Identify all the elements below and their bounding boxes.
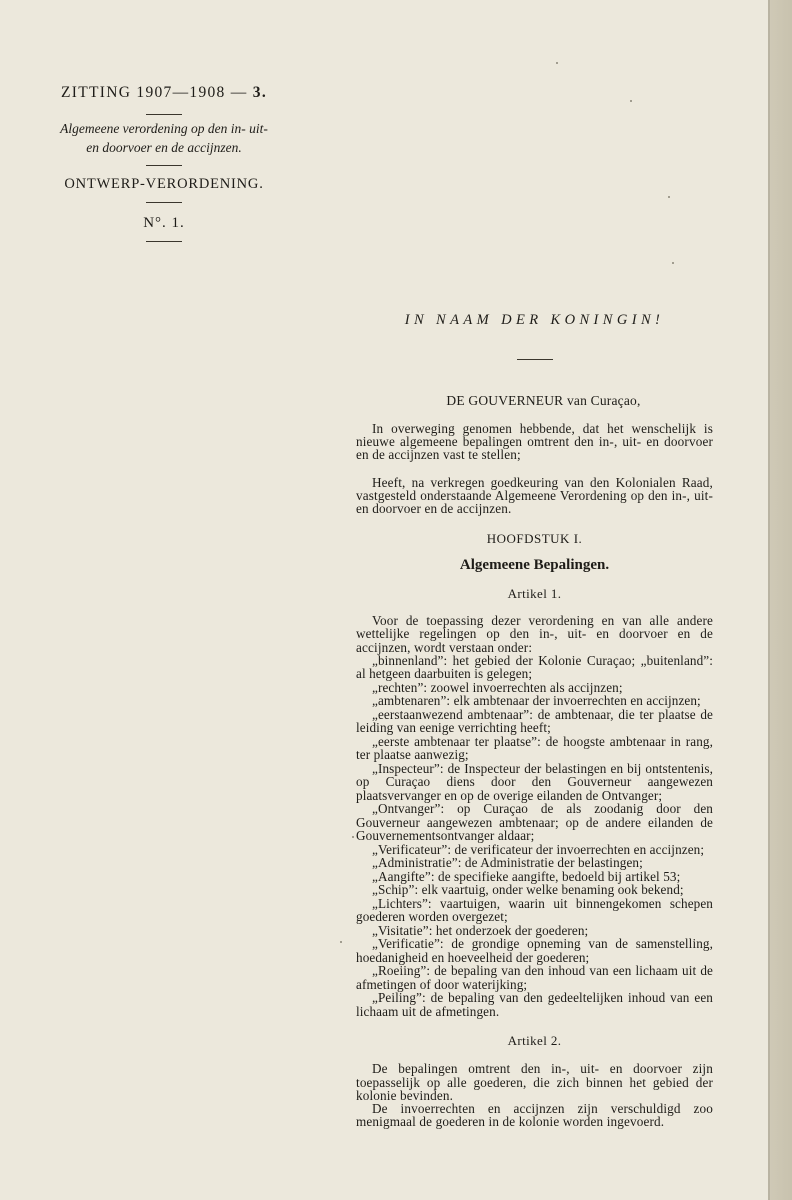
paper-speck	[556, 62, 558, 64]
chapter-heading: HOOFDSTUK I.	[486, 531, 583, 547]
divider	[146, 241, 182, 242]
divider	[146, 165, 182, 166]
session-number: 3.	[252, 84, 267, 101]
article-heading: Artikel 2.	[507, 1033, 562, 1049]
document-number: N°. 1.	[143, 215, 185, 231]
session-header	[44, 84, 284, 254]
enactment-paragraph: Heeft, na verkregen goedkeuring van den Kolonialen Raad, vastgesteld onderstaande Algemeene Verordening op den in-, uit- en doorvoer en de accijnzen.	[356, 474, 713, 517]
definition-item: „Inspecteur”: de Inspecteur der belastingen en bij ontstentenis, op Curaçao diens door den Gouverneur aangewezen plaatsvervanger en op de overige eilanden de Ontvanger;	[356, 760, 713, 803]
session-title	[44, 84, 284, 102]
article-paragraph: De invoerrechten en accijnzen zijn verschuldigd zoo menigmaal de goederen in de kolonie worden ingevoerd.	[356, 1100, 713, 1130]
paper-speck	[672, 262, 674, 264]
session-title-text: ZITTING 1907—1908 —	[61, 84, 248, 101]
article-paragraph: De bepalingen omtrent den in-, uit- en doorvoer zijn toepasselijk op alle goederen, die zich binnen het gebied der kolonie bevinden.	[356, 1061, 713, 1103]
definition-item: „eerste ambtenaar ter plaatse”: de hoogste ambtenaar in rang, ter plaatse aanwezig;	[356, 733, 713, 763]
definition-item: „Administratie”: de Administratie der belastingen;	[372, 855, 643, 871]
divider	[146, 202, 182, 203]
definition-item: „Schip”: elk vaartuig, onder welke benaming ook bekend;	[372, 882, 684, 898]
ordinance-subject-line-1: Algemeene verordening op den in- uit-	[60, 121, 268, 136]
definition-item: „ambtenaren”: elk ambtenaar der invoerrechten en accijnzen;	[372, 693, 701, 709]
preamble-paragraph: In overweging genomen hebbende, dat het wenschelijk is nieuwe algemeene bepalingen omtrent den in-, uit- en doorvoer en de accijnzen vast te stellen;	[356, 421, 713, 463]
page-edge	[770, 0, 792, 1200]
article-intro: Voor de toepassing dezer verordening en van alle andere wettelijke regelingen op den in-, uit- en doorvoer en de accijnzen, wordt verstaan onder:	[356, 613, 713, 655]
chapter-title: Algemeene Bepalingen.	[459, 557, 610, 574]
definition-item: „Ontvanger”: op Curaçao de als zoodanig door den Gouverneur aangewezen ambtenaar; op de andere eilanden de Gouvernementsontvanger aldaar;	[356, 801, 713, 844]
definition-item: „Lichters”: vaartuigen, waarin uit binnengekomen schepen goederen worden overgezet;	[356, 895, 713, 925]
paper-speck	[340, 941, 342, 943]
paper-speck	[352, 836, 354, 838]
definition-item: „Peiling”: de bepaling van den gedeeltelijken inhoud van een lichaam uit de afmetingen.	[356, 990, 713, 1019]
paper-speck	[668, 196, 670, 198]
royal-heading: IN NAAM DER KONINGIN!	[404, 312, 665, 328]
ordinance-body	[356, 300, 713, 1128]
article-heading: Artikel 1.	[507, 586, 562, 602]
definition-item: „Verificateur”: de verificateur der invoerrechten en accijnzen;	[372, 841, 705, 857]
definition-item: „Visitatie”: het onderzoek der goederen;	[372, 922, 589, 938]
draft-label: ONTWERP-VERORDENING.	[64, 176, 264, 192]
ordinance-subject	[44, 119, 284, 157]
definition-item: „Verificatie”: de grondige opneming van de samenstelling, hoedanigheid en hoeveelheid der goederen;	[356, 936, 713, 965]
divider	[146, 114, 182, 115]
definition-item: „Roeiing”: de bepaling van den inhoud van een lichaam uit de afmetingen of door waterijking;	[356, 963, 713, 992]
divider	[517, 359, 553, 360]
paper-speck	[630, 100, 632, 102]
definition-item: „rechten”: zoowel invoerrechten als accijnzen;	[372, 679, 623, 695]
ordinance-subject-line-2: en doorvoer en de accijnzen.	[86, 140, 242, 155]
definition-item: „Aangifte”: de specifieke aangifte, bedoeld bij artikel 53;	[372, 868, 681, 884]
governor-line: DE GOUVERNEUR van Curaçao,	[446, 393, 641, 408]
definition-list	[356, 654, 713, 1019]
definition-item: „binnenland”: het gebied der Kolonie Curaçao; „buitenland”: al hetgeen daarbuiten is gelegen;	[356, 652, 713, 682]
definition-item: „eerstaanwezend ambtenaar”: de ambtenaar, die ter plaatse de leiding van eenige verrichting heeft;	[356, 706, 713, 736]
